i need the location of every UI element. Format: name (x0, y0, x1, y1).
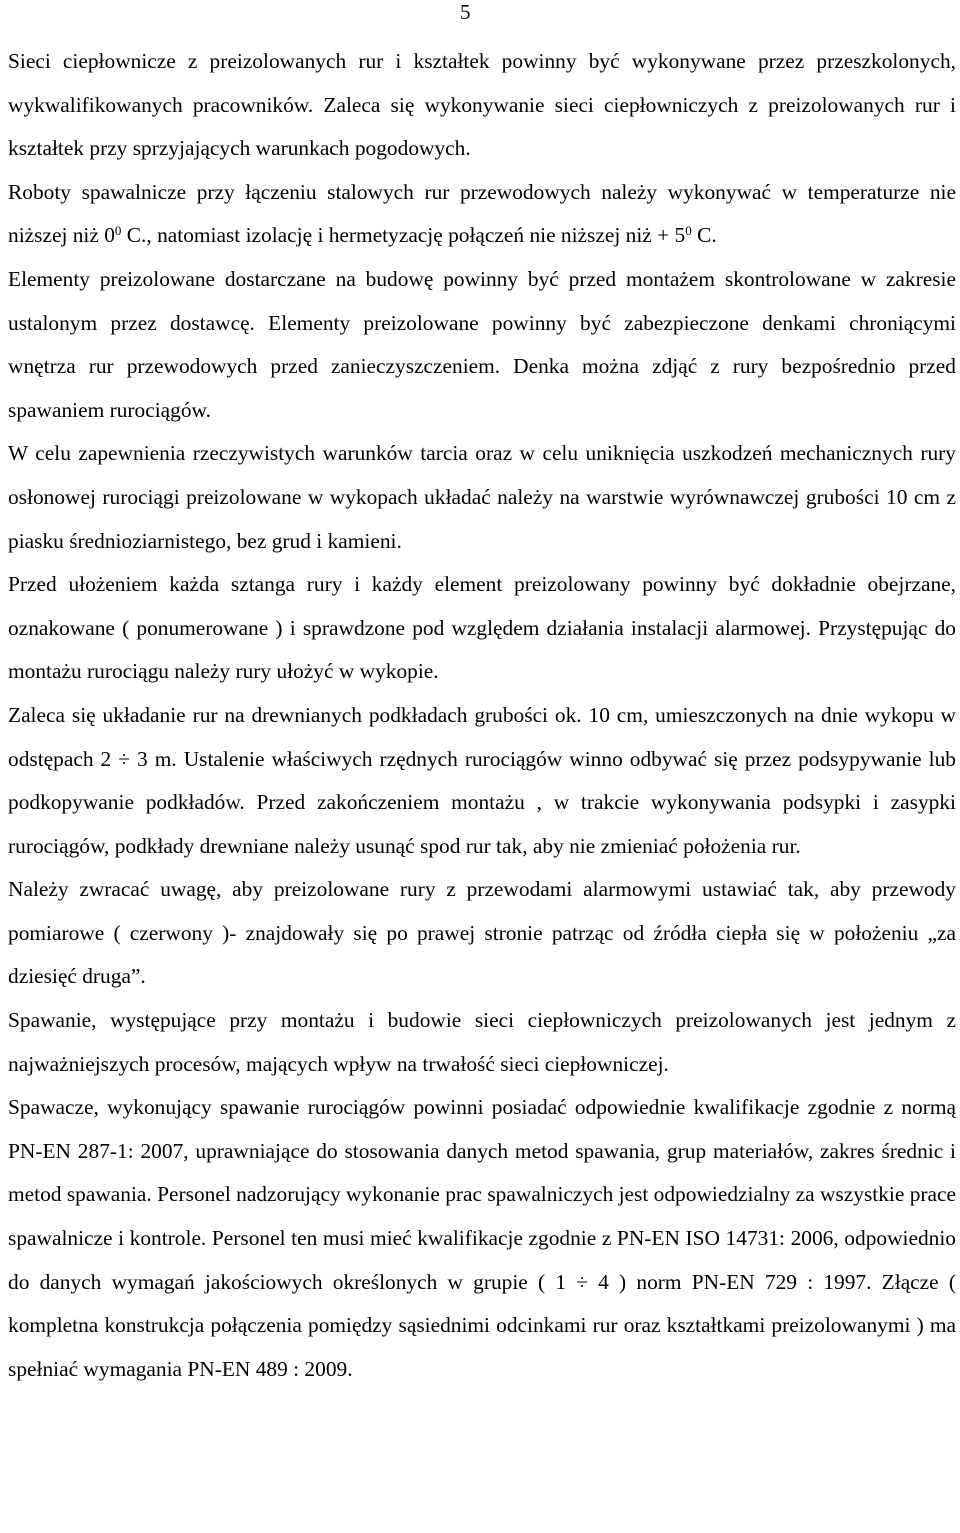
welding-temp-text-1: Roboty spawalnicze przy łączeniu stalowych rur przewodowych należy wykonywać w temperaturze nie niższej niż 0 (8, 179, 956, 248)
paragraph-wooden-sleepers: Zaleca się układanie rur na drewnianych podkładach grubości ok. 10 cm, umieszczonych na dnie wykopu w odstępach 2 ÷ 3 m. Ustalenie właściwych rzędnych rurociągów winno odbywać się przez podsypywanie lub podkopywanie podkładów. Przed zakończeniem montażu , w trakcie wykonywania podsypki i zasypki rurociągów, podkłady drewniane należy usunąć spod rur tak, aby nie zmieniać położenia rur. (8, 702, 956, 858)
paragraph-welding-temperature (8, 171, 956, 258)
paragraph-welder-qualifications: Spawacze, wykonujący spawanie rurociągów powinni posiadać odpowiednie kwalifikacje zgodnie z normą PN-EN 287-1: 2007, uprawniające do stosowania danych metod spawania, grup materiałów, zakres średnic i metod spawania. Personel nadzorujący wykonanie prac spawalniczych jest odpowiedzialny za wszystkie prace spawalnicze i kontrole. Personel ten musi mieć kwalifikacje zgodnie z PN-EN ISO 14731: 2006, odpowiednio do danych wymagań jakościowych określonych w grupie ( 1 ÷ 4 ) norm PN-EN 729 : 1997. Złącze ( kompletna konstrukcja połączenia pomiędzy sąsiednimi odcinkami rur oraz kształtkami preizolowanymi ) ma spełniać wymagania PN-EN 489 : 2009. (8, 1095, 956, 1381)
paragraph-qualified-workers: Sieci ciepłownicze z preizolowanych rur i kształtek powinny być wykonywane przez przeszkolonych, wykwalifikowanych pracowników. Zaleca się wykonywanie sieci ciepłowniczych z preizolowanych rur i kształtek przy sprzyjających warunkach pogodowych. (8, 49, 956, 161)
paragraph-welding-importance: Spawanie, występujące przy montażu i budowie sieci ciepłowniczych preizolowanych jest jednym z najważniejszych procesów, mających wpływ na trwałość sieci ciepłowniczej. (8, 1008, 956, 1076)
paragraph-alarm-wires: Należy zwracać uwagę, aby preizolowane rury z przewodami alarmowymi ustawiać tak, aby przewody pomiarowe ( czerwony )- znajdowały się po prawej stronie patrząc od źródła ciepła się w położeniu „za dziesięć druga”. (8, 877, 956, 989)
welding-temp-text-2: C., natomiast izolację i hermetyzację połączeń nie niższej niż + 5 (121, 223, 686, 248)
degree-superscript-2: 0 (685, 223, 692, 239)
paragraph-pre-laying-check: Przed ułożeniem każda sztanga rury i każdy element preizolowany powinny być dokładnie obejrzane, oznakowane ( ponumerowane ) i sprawdzone pod względem działania instalacji alarmowej. Przystępując do montażu rurociągu należy rury ułożyć w wykopie. (8, 572, 956, 684)
document-body (8, 40, 956, 1391)
paragraph-sand-bedding: W celu zapewnienia rzeczywistych warunków tarcia oraz w celu uniknięcia uszkodzeń mechanicznych rury osłonowej rurociągi preizolowane w wykopach układać należy na warstwie wyrównawczej grubości 10 cm z piasku średnioziarnistego, bez grud i kamieni. (8, 441, 956, 553)
welding-temp-text-3: C. (691, 223, 717, 248)
paragraph-element-inspection: Elementy preizolowane dostarczane na budowę powinny być przed montażem skontrolowane w zakresie ustalonym przez dostawcę. Elementy preizolowane powinny być zabezpieczone denkami chroniącymi wnętrza rur przewodowych przed zanieczyszczeniem. Denka można zdjąć z rury bezpośrednio przed spawaniem rurociągów. (8, 266, 956, 422)
degree-superscript-1: 0 (114, 223, 122, 239)
page-number: 5 (460, 0, 471, 24)
